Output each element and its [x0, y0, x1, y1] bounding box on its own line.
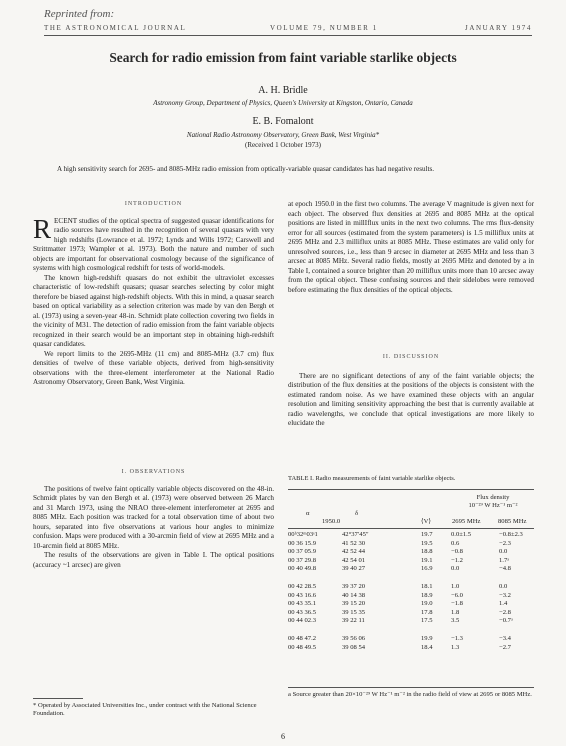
- journal-name: THE ASTRONOMICAL JOURNAL: [44, 24, 187, 32]
- cell-ra: 00 42 28.5: [288, 583, 317, 590]
- cell-flux-2695: −1.2: [451, 556, 463, 564]
- cell-vmag: 19.5: [421, 539, 433, 547]
- cell-vmag: 19.9: [421, 635, 433, 642]
- col-epoch-header: 1950.0: [322, 518, 341, 525]
- discussion-paragraph-1: There are no significant detections of any of the faint variable objects; the distribution of the flux densities at the positions of the objects is consistent with the estimated random noise. As we have examined these objects with an angular resolution and limiting sensitivity approaching the best that is currently available at radio wavelengths, we conclude that optical investigations are more likely to elucidate the: [288, 371, 534, 427]
- cell-ra: 00 48 47.2: [288, 635, 317, 642]
- cell-dec: 39 22 11: [342, 617, 365, 625]
- cell-flux-8085: −2.8: [499, 608, 511, 616]
- intro-paragraph-3: We report limits to the 2695-MHz (11 cm) and 8085-MHz (3.7 cm) flux densities of twelve of these variable objects, derived from high-sensitivity observations with the three-element interferometer at the National Radio Astronomy Observatory, Green Bank, West Virginia.: [33, 349, 274, 386]
- drop-cap: R: [33, 213, 52, 244]
- cell-vmag: 16.9: [421, 565, 433, 573]
- flux-header: Flux density: [476, 494, 510, 501]
- issue-date: JANUARY 1974: [465, 24, 532, 32]
- cell-vmag: 18.8: [421, 548, 433, 556]
- cell-flux-2695: 1.8: [451, 608, 460, 616]
- page-number: 6: [281, 732, 285, 741]
- cell-flux-2695: −0.8: [451, 548, 463, 556]
- cell-vmag: 19.1: [421, 556, 433, 564]
- cell-ra: 00 37 29.8: [288, 556, 317, 564]
- cell-ra: 00ʰ32ᵐ03ˢ1: [288, 531, 318, 538]
- cell-vmag: 18.1: [421, 583, 433, 590]
- intro-paragraph-2: The known high-redshift quasars do not exhibit the ultraviolet excesses characteristic of low-redshift quasars; quasar searches selecting by color might therefore be biased against high-redshift objects. With this in mind, a quasar search based on optical variability as a selection criterion was made by van den Bergh et al. (1973) using a seven-year 48-in. Schmidt plate collection covering two fields in the vicinity of M31. The detection of radio emission from the faint variable objects recognized in their search would be an important step in obtaining high-redshift quasar candidates.: [33, 273, 274, 348]
- right-column: [288, 200, 534, 295]
- cell-vmag: 18.9: [421, 591, 433, 599]
- cell-ra: 00 37 05.9: [288, 548, 317, 556]
- observations-paragraph-1: The positions of twelve faint optically variable objects discovered on the 48-in. Schmidt plates by van den Bergh et al. (1973) were observed between 26 March and 31 March 1973, using the NRAO three-element interferometer at 2695 and 8085 MHz. Each position was tracked for a total observation time of about two hours, separated into five observations at various hour angles to minimize confusion. Maps were produced with a 30-arcmin field of view at 2695 MHz and a 10-arcmin field at 8085 MHz.: [33, 484, 274, 550]
- author-fomalont: E. B. Fomalont: [252, 116, 314, 127]
- table-caption: TABLE I. Radio measurements of faint variable starlike objects.: [288, 475, 456, 482]
- cell-dec: 39 37 20: [342, 583, 366, 590]
- cell-dec: 42°37′45″: [342, 531, 369, 538]
- cell-flux-8085: 0.0: [499, 583, 508, 590]
- cell-vmag: 17.5: [421, 617, 433, 625]
- cell-flux-8085: 1.7ᵃ: [499, 556, 510, 564]
- cell-vmag: 19.0: [421, 600, 433, 608]
- cell-flux-8085: −3.2: [499, 591, 511, 599]
- received-date: (Received 1 October 1973): [245, 141, 321, 149]
- intro-paragraph-1-text: ECENT studies of the optical spectra of suggested quasar identifications for radio sources have resulted in the recognition of several quasars with very high redshifts (Lowrance et al. 1972; Lynds and Wills 1972; Carswell and Strittmatter 1973; Wampler et al. 1973). Both the nature and number of such objects are important for observational cosmology because of the significance of systems with high cosmological redshift for tests of world-models.: [33, 216, 274, 272]
- cell-flux-8085: 0.0: [499, 548, 508, 556]
- cell-flux-2695: 0.6: [451, 539, 460, 547]
- cell-ra: 00 40 49.8: [288, 565, 317, 573]
- cell-flux-8085: 1.4: [499, 600, 508, 608]
- discussion-section: [288, 353, 534, 429]
- col-alpha-header: α: [306, 510, 310, 517]
- section-heading-observations: I. OBSERVATIONS: [121, 469, 186, 475]
- cell-vmag: 19.7: [421, 531, 433, 538]
- cell-dec: 40 14 38: [342, 591, 366, 599]
- cell-flux-2695: 0.0±1.5: [451, 531, 472, 538]
- cell-ra: 00 44 02.3: [288, 617, 317, 625]
- cell-dec: 42 52 44: [342, 548, 366, 556]
- results-paragraph: at epoch 1950.0 in the first two columns. The average V magnitude is given next for each object. The observed flux densities at 2695 and 8085 MHz at the optical positions are listed in millIflux units in the next two columns. The rms flux-density error for all sources (estimated from the system parameters) is 1.5 milliflux units at 2695 MHz and 2.3 milliflux units at 8085 MHz. These estimates are valid only for unresolved sources, i.e., less than 9 arcsec in diameter at 2695 MHz and less than 3 arcsec at 8085 MHz. Several radio fields, mostly at 2695 MHz and denoted by a in Table I, contained a source brighter than 20 milliflux units more than 10 arcsec away from the optical object. These confusing sources and their sidelobes were removed before estimating the flux densities of the optical objects.: [288, 200, 534, 294]
- cell-flux-2695: −1.3: [451, 635, 463, 642]
- col-2695-header: 2695 MHz: [452, 518, 481, 525]
- article-title: Search for radio emission from faint variable starlike objects: [109, 50, 457, 65]
- affiliation-nrao: National Radio Astronomy Observatory, Green Bank, West Virginia*: [186, 131, 380, 139]
- abstract: A high sensitivity search for 2695- and 8085-MHz radio emission from optically-variable quasar candidates has had negative results.: [57, 165, 435, 173]
- cell-flux-8085: −2.7: [499, 643, 511, 651]
- cell-dec: 39 15 20: [342, 600, 366, 608]
- flux-units: 10⁻²⁹ W Hz⁻¹ m⁻²: [468, 502, 518, 509]
- cell-dec: 41 52 30: [342, 539, 366, 547]
- volume-number: VOLUME 79, NUMBER 1: [270, 24, 378, 32]
- author-bridle: A. H. Bridle: [258, 85, 308, 96]
- table-footnote: a Source greater than 20×10⁻²⁹ W Hz⁻¹ m⁻² in the radio field of view at 2695 or 8085 MHz.: [288, 691, 532, 698]
- header-rule: [44, 35, 532, 36]
- cell-flux-8085: −3.4: [499, 635, 511, 642]
- table-top-rule: [288, 489, 534, 490]
- section-heading-discussion: II. DISCUSSION: [382, 354, 440, 360]
- cell-flux-2695: 1.0: [451, 583, 460, 590]
- col-delta-header: δ: [355, 510, 359, 517]
- cell-vmag: 18.4: [421, 643, 433, 651]
- table-header-rule: [288, 528, 534, 529]
- observations-section: [33, 468, 274, 570]
- footnote-left: * Operated by Associated Universities Inc., under contract with the National Science Foundation.: [33, 702, 257, 717]
- cell-flux-8085: −4.8: [499, 565, 511, 573]
- cell-vmag: 17.8: [421, 608, 433, 616]
- cell-flux-8085: −0.8±2.3: [499, 531, 523, 538]
- cell-dec: 39 08 54: [342, 643, 366, 651]
- intro-paragraph-1: [33, 213, 274, 274]
- cell-ra: 00 43 16.6: [288, 591, 317, 599]
- cell-dec: 42 54 01: [342, 556, 366, 564]
- cell-ra: 00 43 36.5: [288, 608, 317, 616]
- affiliation-queens: Astronomy Group, Department of Physics, Queen's University at Kingston, Ontario, Canada: [153, 99, 413, 107]
- col-8085-header: 8085 MHz: [498, 518, 527, 525]
- cell-flux-8085: −0.7ᵃ: [499, 617, 513, 625]
- cell-flux-2695: −6.0: [451, 591, 463, 599]
- cell-dec: 39 40 27: [342, 565, 366, 573]
- table-bottom-rule: [288, 687, 534, 688]
- cell-dec: 39 15 35: [342, 608, 366, 616]
- cell-dec: 39 56 06: [342, 635, 366, 642]
- cell-ra: 00 43 35.1: [288, 600, 317, 608]
- footnote-rule-left: [33, 698, 83, 699]
- section-heading-introduction: INTRODUCTION: [124, 201, 183, 207]
- cell-flux-2695: 3.5: [451, 617, 460, 625]
- cell-flux-2695: 1.3: [451, 643, 460, 651]
- cell-flux-2695: 0.0: [451, 565, 460, 573]
- cell-flux-2695: −1.8: [451, 600, 463, 608]
- reprint-note: Reprinted from:: [44, 8, 115, 20]
- observations-paragraph-2: The results of the observations are given in Table I. The optical positions (accuracy ~1 arcsec) are given: [33, 551, 274, 569]
- col-v-header: ⟨V⟩: [421, 518, 431, 525]
- cell-ra: 00 36 15.9: [288, 539, 317, 547]
- left-column: [33, 200, 274, 388]
- cell-ra: 00 48 49.5: [288, 643, 317, 651]
- cell-flux-8085: −2.3: [499, 539, 511, 547]
